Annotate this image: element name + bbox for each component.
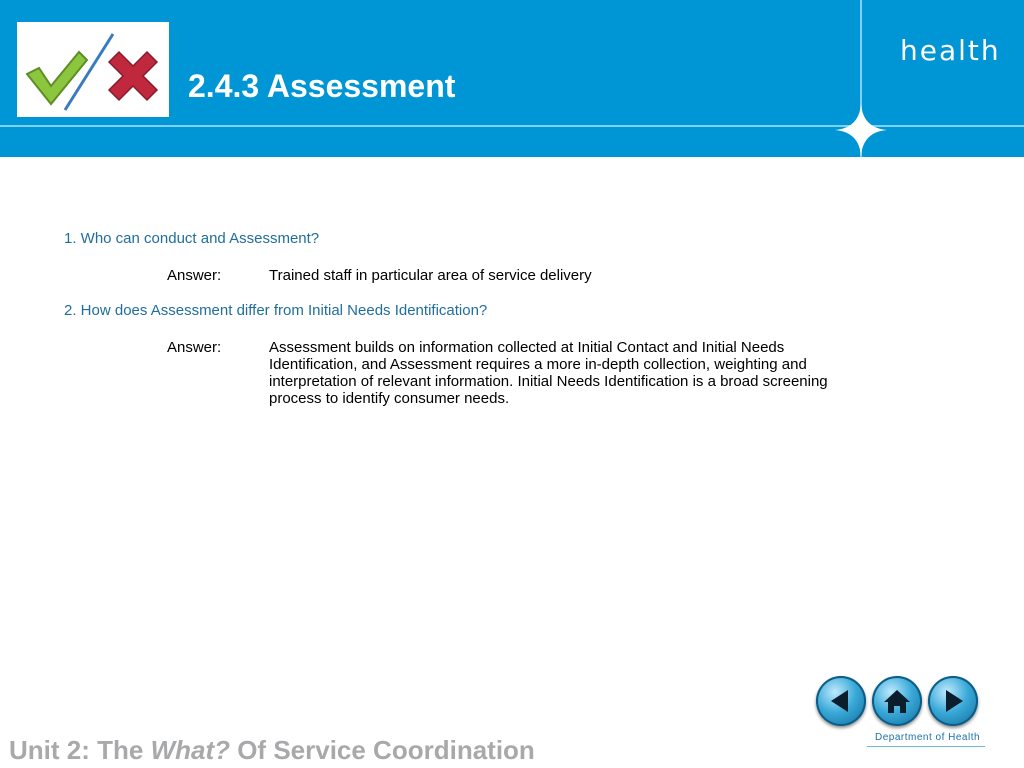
arrow-left-icon <box>816 676 866 726</box>
department-underline <box>867 746 985 747</box>
brand-wordmark: health <box>900 34 1001 67</box>
answer-2 <box>167 339 884 407</box>
unit-title-prefix: Unit 2: The <box>9 735 151 765</box>
answer-text: Assessment builds on information collected at Initial Contact and Initial Needs Identification, and Assessment requires a more in-depth collection, weighting and interpretation of relevant information. Initial Needs Identification is a broad screening process to identify consumer needs. <box>269 339 828 407</box>
question-2: 2. How does Assessment differ from Initial Needs Identification? <box>64 302 488 319</box>
home-button[interactable] <box>872 676 922 726</box>
answer-text: Trained staff in particular area of service delivery <box>269 267 592 284</box>
next-button[interactable] <box>928 676 978 726</box>
home-icon <box>872 676 922 726</box>
logo <box>17 22 169 117</box>
unit-title <box>9 735 535 766</box>
check-cross-icon <box>17 22 169 117</box>
answer-1 <box>167 267 884 284</box>
answer-label: Answer: <box>167 339 222 356</box>
question-1: 1. Who can conduct and Assessment? <box>64 230 320 247</box>
qa-content <box>64 230 884 425</box>
department-label: Department of Health <box>875 732 981 743</box>
page-title: 2.4.3 Assessment <box>188 68 456 104</box>
unit-title-suffix: Of Service Coordination <box>229 735 535 765</box>
arrow-right-icon <box>928 676 978 726</box>
previous-button[interactable] <box>816 676 866 726</box>
answer-label: Answer: <box>167 267 222 284</box>
unit-title-emphasis: What? <box>150 735 230 765</box>
navigation-controls <box>816 676 980 730</box>
